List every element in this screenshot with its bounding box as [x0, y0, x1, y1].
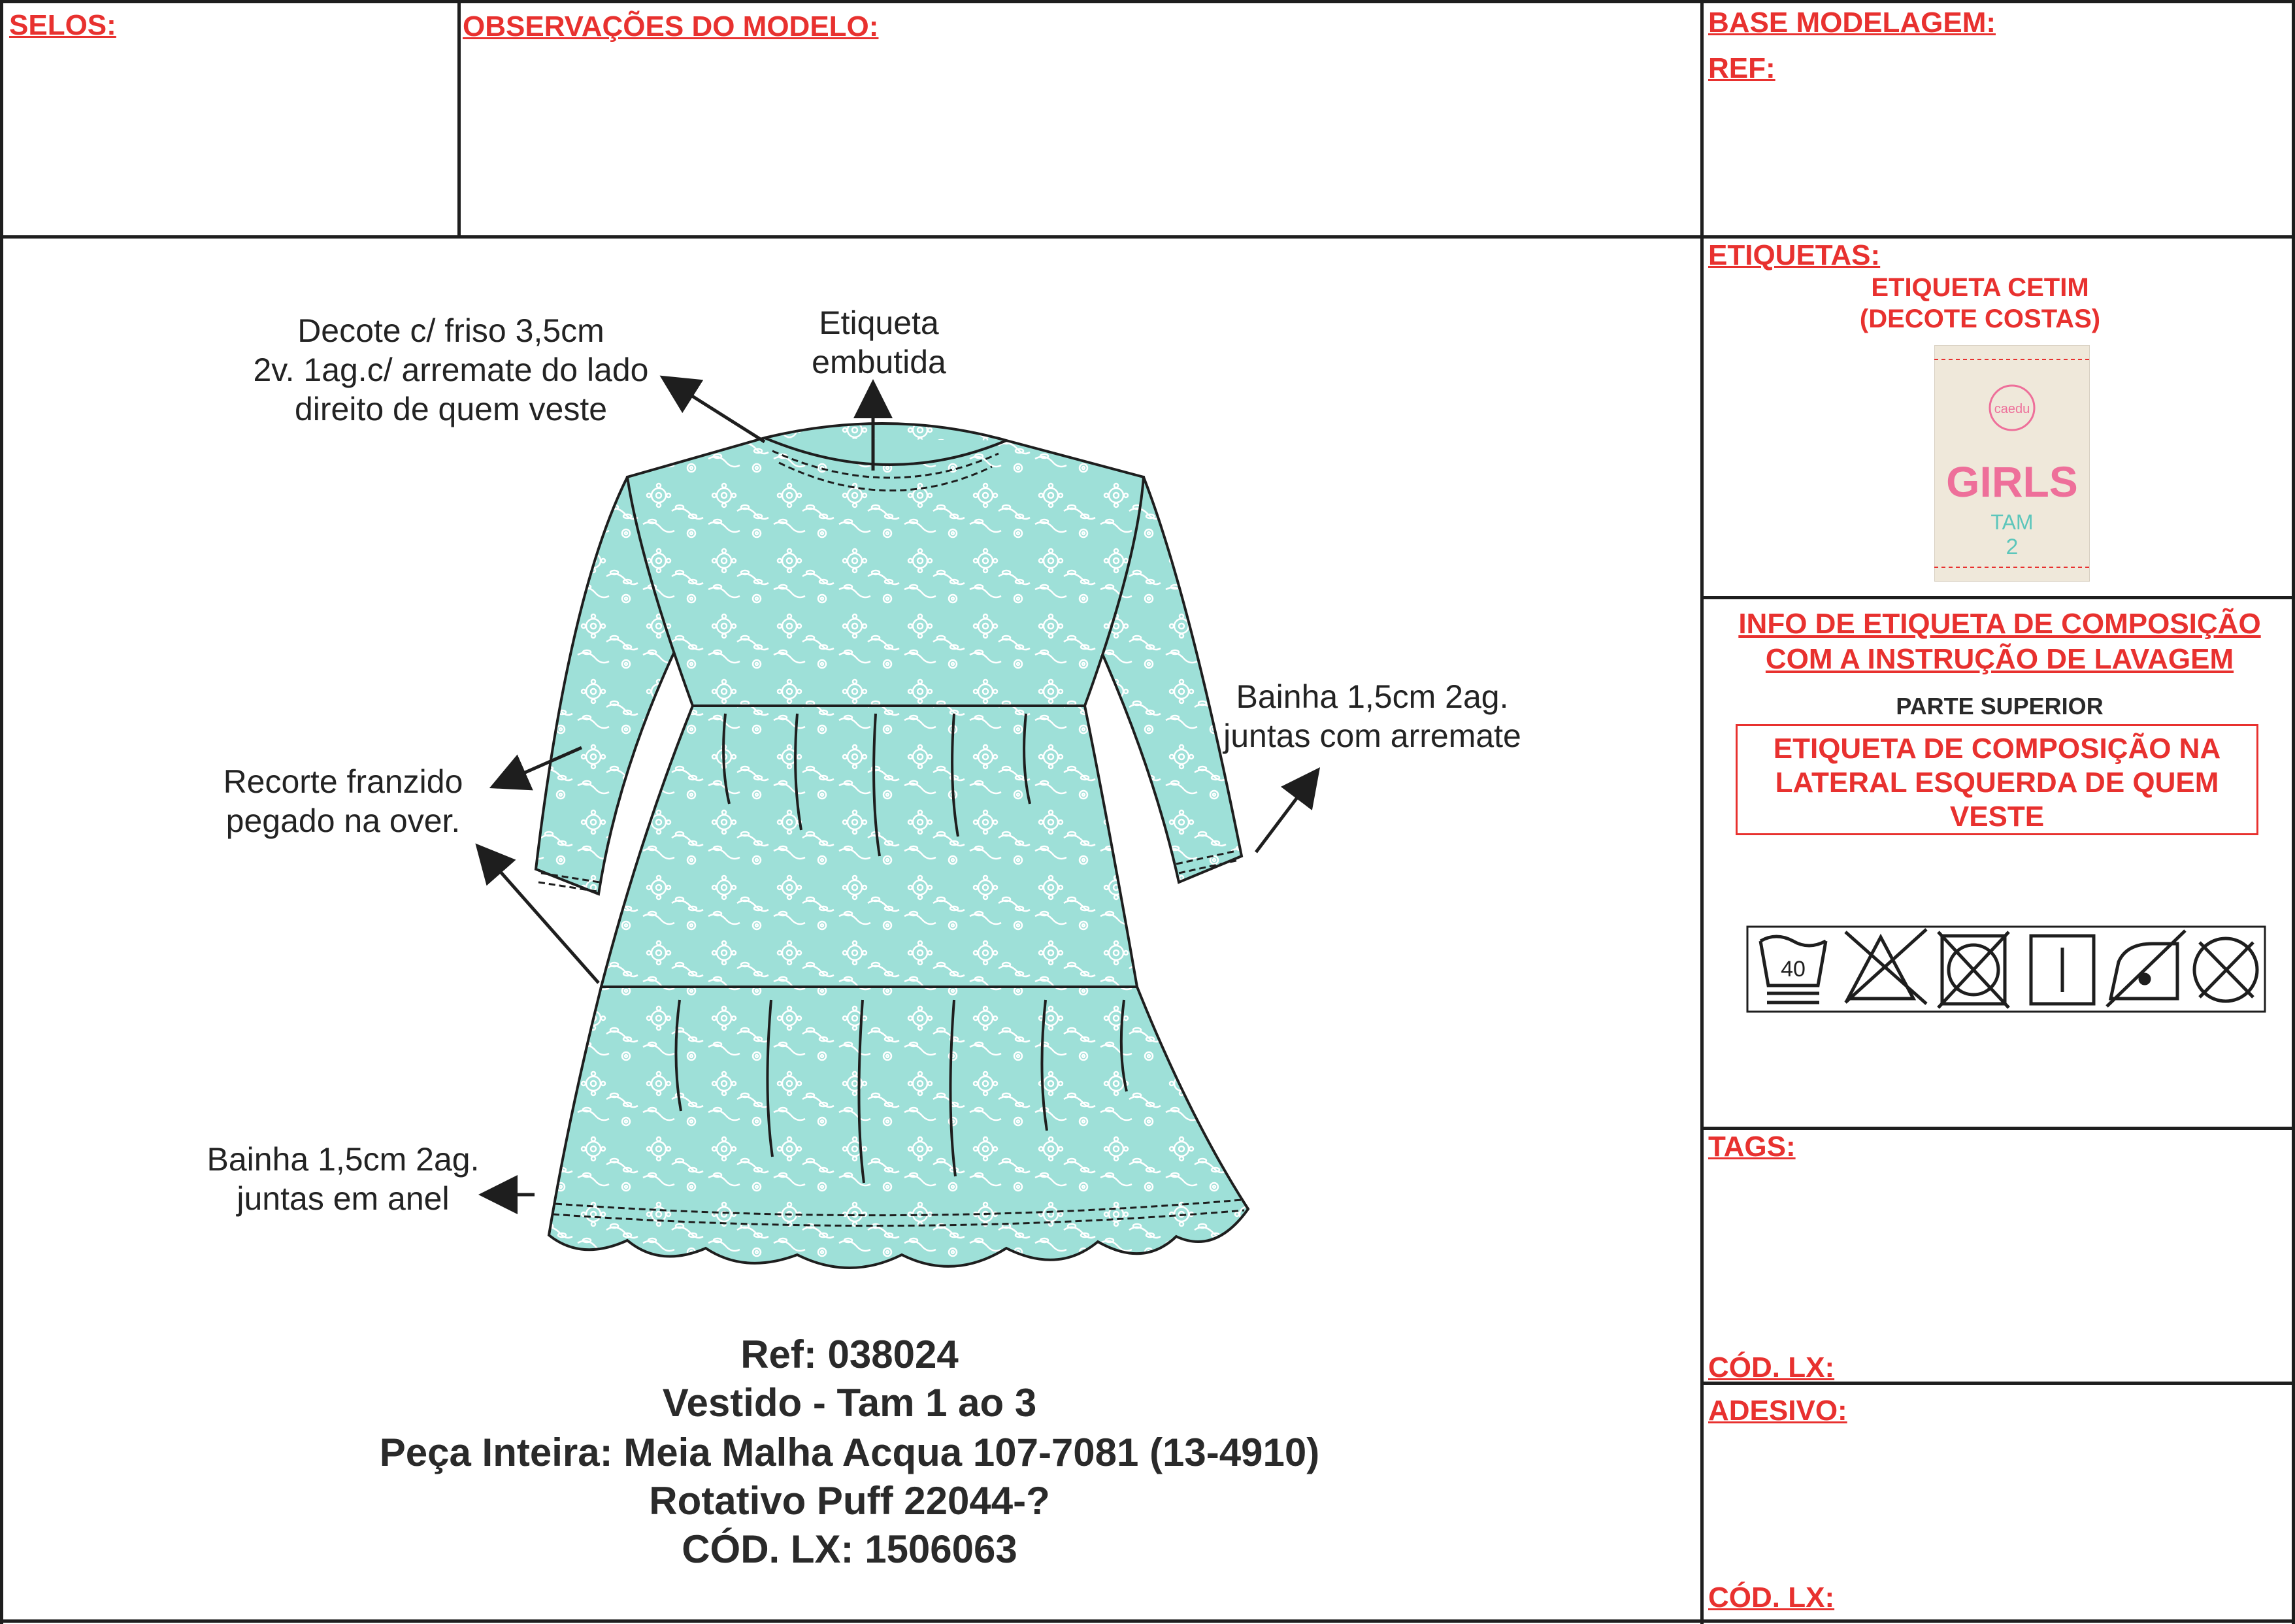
- label-tam-text: TAM: [1990, 510, 2034, 534]
- annotation-recorte-line2: pegado na over.: [225, 803, 461, 839]
- adesivo-cod-lx: CÓD. LX:: [1708, 1582, 1835, 1614]
- annotation-bainha-manga: [1189, 677, 1555, 755]
- annotation-decote-line2: 2v. 1ag.c/ arremate do lado: [253, 352, 649, 388]
- parte-superior-label: PARTE SUPERIOR: [1896, 693, 2104, 720]
- annotation-decote-line3: direito de quem veste: [294, 391, 608, 427]
- composicao-box-line3: VESTE: [1949, 801, 2045, 833]
- composicao-title-line1: INFO DE ETIQUETA DE COMPOSIÇÃO: [1738, 608, 2261, 640]
- annotation-bainha-manga-line1: Bainha 1,5cm 2ag.: [1236, 678, 1509, 715]
- tags-heading: TAGS:: [1708, 1131, 1796, 1163]
- product-cod-lx: CÓD. LX: 1506063: [682, 1527, 1017, 1571]
- label-brand-text: caedu: [1994, 402, 2030, 416]
- annotation-etiqueta: [771, 303, 987, 382]
- observacoes-heading: OBSERVAÇÕES DO MODELO:: [463, 10, 879, 42]
- adesivo-heading: ADESIVO:: [1708, 1395, 1847, 1427]
- tags-cod-lx: CÓD. LX:: [1708, 1351, 1835, 1384]
- etiqueta-cetim-title: ETIQUETA CETIM: [1871, 273, 2089, 302]
- label-size-number: 2: [2006, 535, 2019, 559]
- recorte-arrow-2: [480, 848, 599, 983]
- annotation-recorte: [183, 762, 503, 840]
- recorte-arrow-1: [495, 748, 582, 786]
- ref-heading: REF:: [1708, 52, 1775, 84]
- composicao-box-line2: LATERAL ESQUERDA DE QUEM: [1775, 767, 2219, 799]
- annotation-bainha-barra: [176, 1140, 510, 1218]
- bainha-manga-arrow: [1256, 772, 1316, 852]
- annotation-decote: [222, 311, 680, 429]
- annotation-etiqueta-line2: embutida: [812, 344, 946, 380]
- product-print: Rotativo Puff 22044-?: [649, 1479, 1050, 1523]
- product-fabric: Peça Inteira: Meia Malha Acqua 107-7081 (13-4910): [379, 1431, 1320, 1474]
- composicao-title-line2: COM A INSTRUÇÃO DE LAVAGEM: [1765, 643, 2234, 675]
- etiquetas-heading: ETIQUETAS:: [1708, 239, 1881, 271]
- annotation-bainha-barra-line1: Bainha 1,5cm 2ag.: [206, 1141, 480, 1178]
- decote-arrow: [665, 379, 765, 442]
- composicao-box-line1: ETIQUETA DE COMPOSIÇÃO NA: [1773, 733, 2221, 765]
- annotation-etiqueta-line1: Etiqueta: [819, 305, 939, 341]
- wash-temperature: 40: [1781, 957, 1806, 982]
- annotation-bainha-manga-line2: juntas com arremate: [1223, 718, 1521, 754]
- annotation-bainha-barra-line2: juntas em anel: [237, 1180, 450, 1217]
- etiqueta-cetim-subtitle: (DECOTE COSTAS): [1859, 305, 2101, 333]
- annotation-recorte-line1: Recorte franzido: [223, 763, 463, 800]
- annotation-decote-line1: Decote c/ friso 3,5cm: [297, 312, 604, 349]
- label-girls-text: GIRLS: [1946, 457, 2078, 506]
- product-ref: Ref: 038024: [740, 1333, 959, 1376]
- selos-heading: SELOS:: [9, 9, 116, 41]
- base-modelagem-heading: BASE MODELAGEM:: [1708, 7, 1996, 39]
- product-name: Vestido - Tam 1 ao 3: [662, 1381, 1037, 1425]
